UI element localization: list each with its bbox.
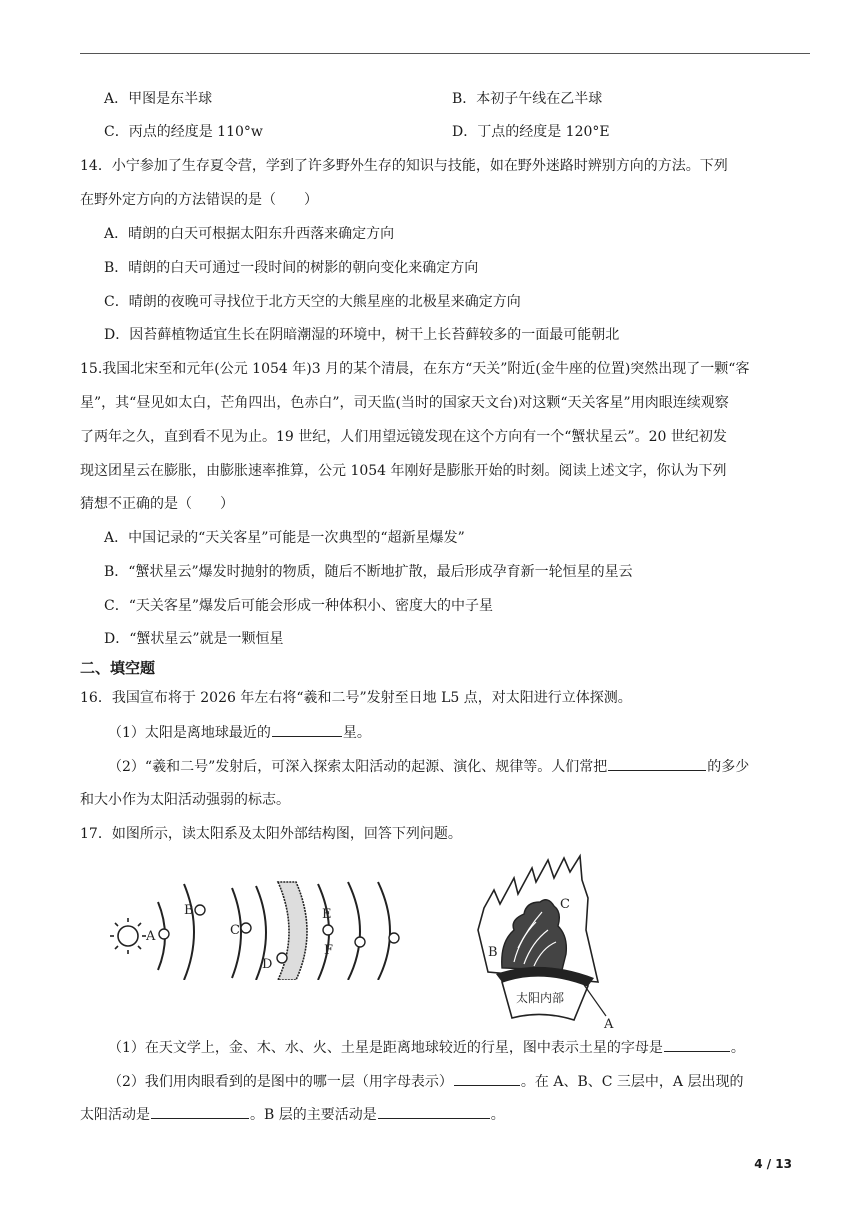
planet-b	[195, 905, 205, 915]
q15-option-d: D．“蟹状星云”就是一颗恒星	[104, 631, 284, 647]
planet-outer	[389, 933, 399, 943]
orbit-8	[378, 882, 390, 980]
planet-e	[323, 925, 333, 935]
page-number: 4 / 13	[754, 1157, 792, 1171]
q15-option-b: B．“蟹状星云”爆发时抛射的物质，随后不断地扩散，最后形成孕育新一轮恒星的星云	[104, 564, 633, 580]
q15-stem-line5: 猜想不正确的是（ ）	[80, 496, 234, 512]
planet-d	[277, 953, 287, 963]
planet-a	[159, 929, 169, 939]
label-b: B	[184, 903, 194, 918]
q14-option-d: D．因苔藓植物适宜生长在阴暗潮湿的环境中，树干上长苔藓较多的一面最可能朝北	[104, 327, 620, 343]
q17-blank-3[interactable]	[151, 1104, 249, 1119]
q14-stem-line1: 14．小宁参加了生存夏令营，学到了许多野外生存的知识与技能，如在野外迷路时辨别方向的方法。下列	[80, 158, 728, 174]
q14-option-c: C．晴朗的夜晚可寻找位于北方天空的大熊星座的北极星来确定方向	[104, 294, 521, 310]
label-d: D	[262, 957, 273, 972]
right-label-c: C	[560, 897, 570, 912]
sun-interior-label: 太阳内部	[516, 991, 565, 1005]
asteroid-belt	[278, 882, 307, 980]
pointer-a	[582, 982, 606, 1016]
right-label-b: B	[488, 945, 498, 960]
section-heading-fill-blank: 二、填空题	[80, 659, 156, 677]
right-label-a: A	[604, 1017, 614, 1030]
q16-part2-line2: 和大小作为太阳活动强弱的标志。	[80, 792, 290, 808]
label-a: A	[146, 929, 156, 944]
q17-blank-4[interactable]	[378, 1104, 490, 1119]
q13-option-a: A．甲图是东半球	[104, 91, 213, 107]
q15-option-a: A．中国记录的“天关客星”可能是一次典型的“超新星爆发”	[104, 530, 465, 546]
q16-part2: （2）“羲和二号”发射后，可深入探索太阳活动的起源、演化、规律等。人们常把 的多少	[108, 756, 816, 777]
q13-option-c: C．丙点的经度是 110°w	[104, 124, 263, 140]
q13-option-b: B．本初子午线在乙半球	[452, 91, 603, 107]
orbit-2	[184, 884, 194, 980]
q17-blank-1[interactable]	[664, 1037, 730, 1052]
header-rule	[80, 53, 810, 54]
sun-icon	[110, 918, 146, 954]
q16-blank-1[interactable]	[272, 722, 342, 737]
q17-blank-2[interactable]	[454, 1071, 520, 1086]
planet-f	[355, 937, 365, 947]
q16-stem: 16．我国宣布将于 2026 年左右将“羲和二号”发射至日地 L5 点，对太阳进行立体探测。	[80, 690, 632, 706]
label-c: C	[230, 923, 240, 938]
planet-c	[241, 923, 251, 933]
orbit-7	[348, 882, 360, 980]
q15-stem-line1: 15.我国北宋至和元年(公元 1054 年)3 月的某个清晨，在东方“天关”附近(金牛座的位置)突然出现了一颗“客	[80, 361, 750, 377]
q15-stem-line3: 了两年之久，直到看不见为止。19 世纪，人们用望远镜发现在这个方向有一个“蟹状星云”。20 世纪初发	[80, 429, 727, 445]
q17-part2-line2: 太阳活动是 。B 层的主要活动是 。	[80, 1104, 815, 1125]
q15-stem-line2: 星”，其“昼见如太白，芒角四出，色赤白”，司天监(当时的国家天文台)对这颗“天关客星”用肉眼连续观察	[80, 395, 729, 411]
q13-option-d: D．丁点的经度是 120°E	[452, 124, 610, 140]
q17-part1: （1）在天文学上，金、木、水、火、土星是距离地球较近的行星，图中表示土星的字母是 。	[108, 1037, 816, 1058]
label-e: E	[322, 907, 332, 922]
sun-structure-figure	[470, 850, 650, 1030]
q15-option-c: C．“天关客星”爆发后可能会形成一种体积小、密度大的中子星	[104, 598, 494, 614]
q17-part2: （2）我们用肉眼看到的是图中的哪一层（用字母表示） 。在 A、B、C 三层中，A 层出现的	[108, 1071, 816, 1092]
q16-blank-2[interactable]	[608, 756, 706, 771]
q14-stem-line2: 在野外定方向的方法错误的是（ ）	[80, 192, 318, 208]
q15-stem-line4: 现这团星云在膨胀，由膨胀速率推算，公元 1054 年刚好是膨胀开始的时刻。阅读上述文字，你认为下列	[80, 463, 727, 479]
solar-system-figure	[100, 870, 420, 980]
q14-option-b: B．晴朗的白天可通过一段时间的树影的朝向变化来确定方向	[104, 260, 479, 276]
q17-stem: 17．如图所示，读太阳系及太阳外部结构图，回答下列问题。	[80, 826, 462, 842]
label-f: F	[324, 943, 334, 958]
q16-part1: （1）太阳是离地球最近的 星。	[108, 722, 816, 743]
q14-option-a: A．晴朗的白天可根据太阳东升西落来确定方向	[104, 226, 395, 242]
